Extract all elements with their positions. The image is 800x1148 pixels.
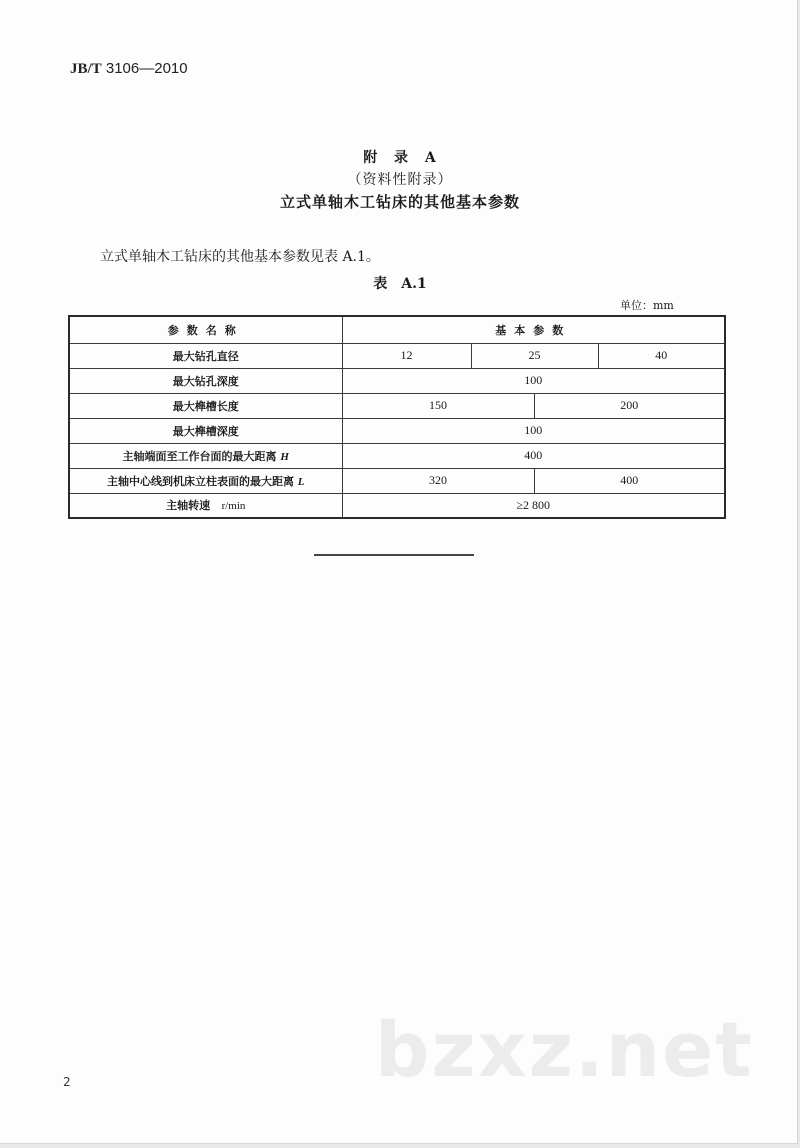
page-number: 2 <box>63 1075 71 1089</box>
appendix-title: 附 录 A <box>363 150 437 166</box>
table-row <box>69 443 725 468</box>
row-name-with-unit <box>69 493 342 518</box>
row-name: 最大榫槽长度 <box>69 393 342 418</box>
row-value: 400 <box>342 443 725 468</box>
row-name-with-symbol <box>69 468 342 493</box>
table-caption-prefix: 表 <box>373 276 388 292</box>
row-name-text: 主轴中心线到机床立柱表面的最大距离 <box>106 474 294 488</box>
end-divider <box>314 554 474 556</box>
appendix-type: （资料性附录） <box>347 172 453 188</box>
row-value: ≥2 800 <box>342 493 725 518</box>
row-name: 最大榫槽深度 <box>69 418 342 443</box>
table-row <box>69 493 725 518</box>
intro-paragraph: 立式单轴木工钻床的其他基本参数见表 A.1。 <box>100 249 380 265</box>
row-name-text: 主轴端面至工作台面的最大距离 <box>122 449 277 463</box>
row-value: 100 <box>342 368 725 393</box>
standard-code <box>70 60 188 78</box>
standard-code-number: 3106—2010 <box>105 60 188 77</box>
row-value: 25 <box>471 343 598 368</box>
row-value: 200 <box>534 393 725 418</box>
watermark: bzxz.net <box>375 1005 754 1094</box>
row-name: 最大钻孔直径 <box>69 343 342 368</box>
table-unit: 单位：mm <box>620 299 674 312</box>
row-value: 100 <box>342 418 725 443</box>
row-unit: r/min <box>221 500 246 512</box>
row-value: 320 <box>342 468 534 493</box>
header-param-name: 参数名称 <box>69 316 342 343</box>
row-symbol: H <box>280 450 289 463</box>
appendix-subtitle: 立式单轴木工钻床的其他基本参数 <box>279 193 520 211</box>
table-row <box>69 393 725 418</box>
row-value: 40 <box>598 343 725 368</box>
table-row <box>69 418 725 443</box>
parameter-table <box>68 315 726 519</box>
row-name: 最大钻孔深度 <box>69 368 342 393</box>
table-header-row <box>69 316 725 343</box>
table-row <box>69 343 725 368</box>
table-caption-id: A.1 <box>401 276 427 292</box>
table-caption <box>0 273 800 293</box>
header-basic-params: 基本参数 <box>342 316 725 343</box>
table-row <box>69 368 725 393</box>
row-value: 400 <box>534 468 725 493</box>
standard-code-prefix: JB/T <box>70 61 102 77</box>
row-value: 150 <box>342 393 534 418</box>
table-row <box>69 468 725 493</box>
row-value: 12 <box>342 343 471 368</box>
appendix-title-block <box>0 147 800 213</box>
row-name-text: 主轴转速 <box>166 499 211 512</box>
row-symbol: L <box>297 475 305 488</box>
row-name-with-symbol <box>69 443 342 468</box>
